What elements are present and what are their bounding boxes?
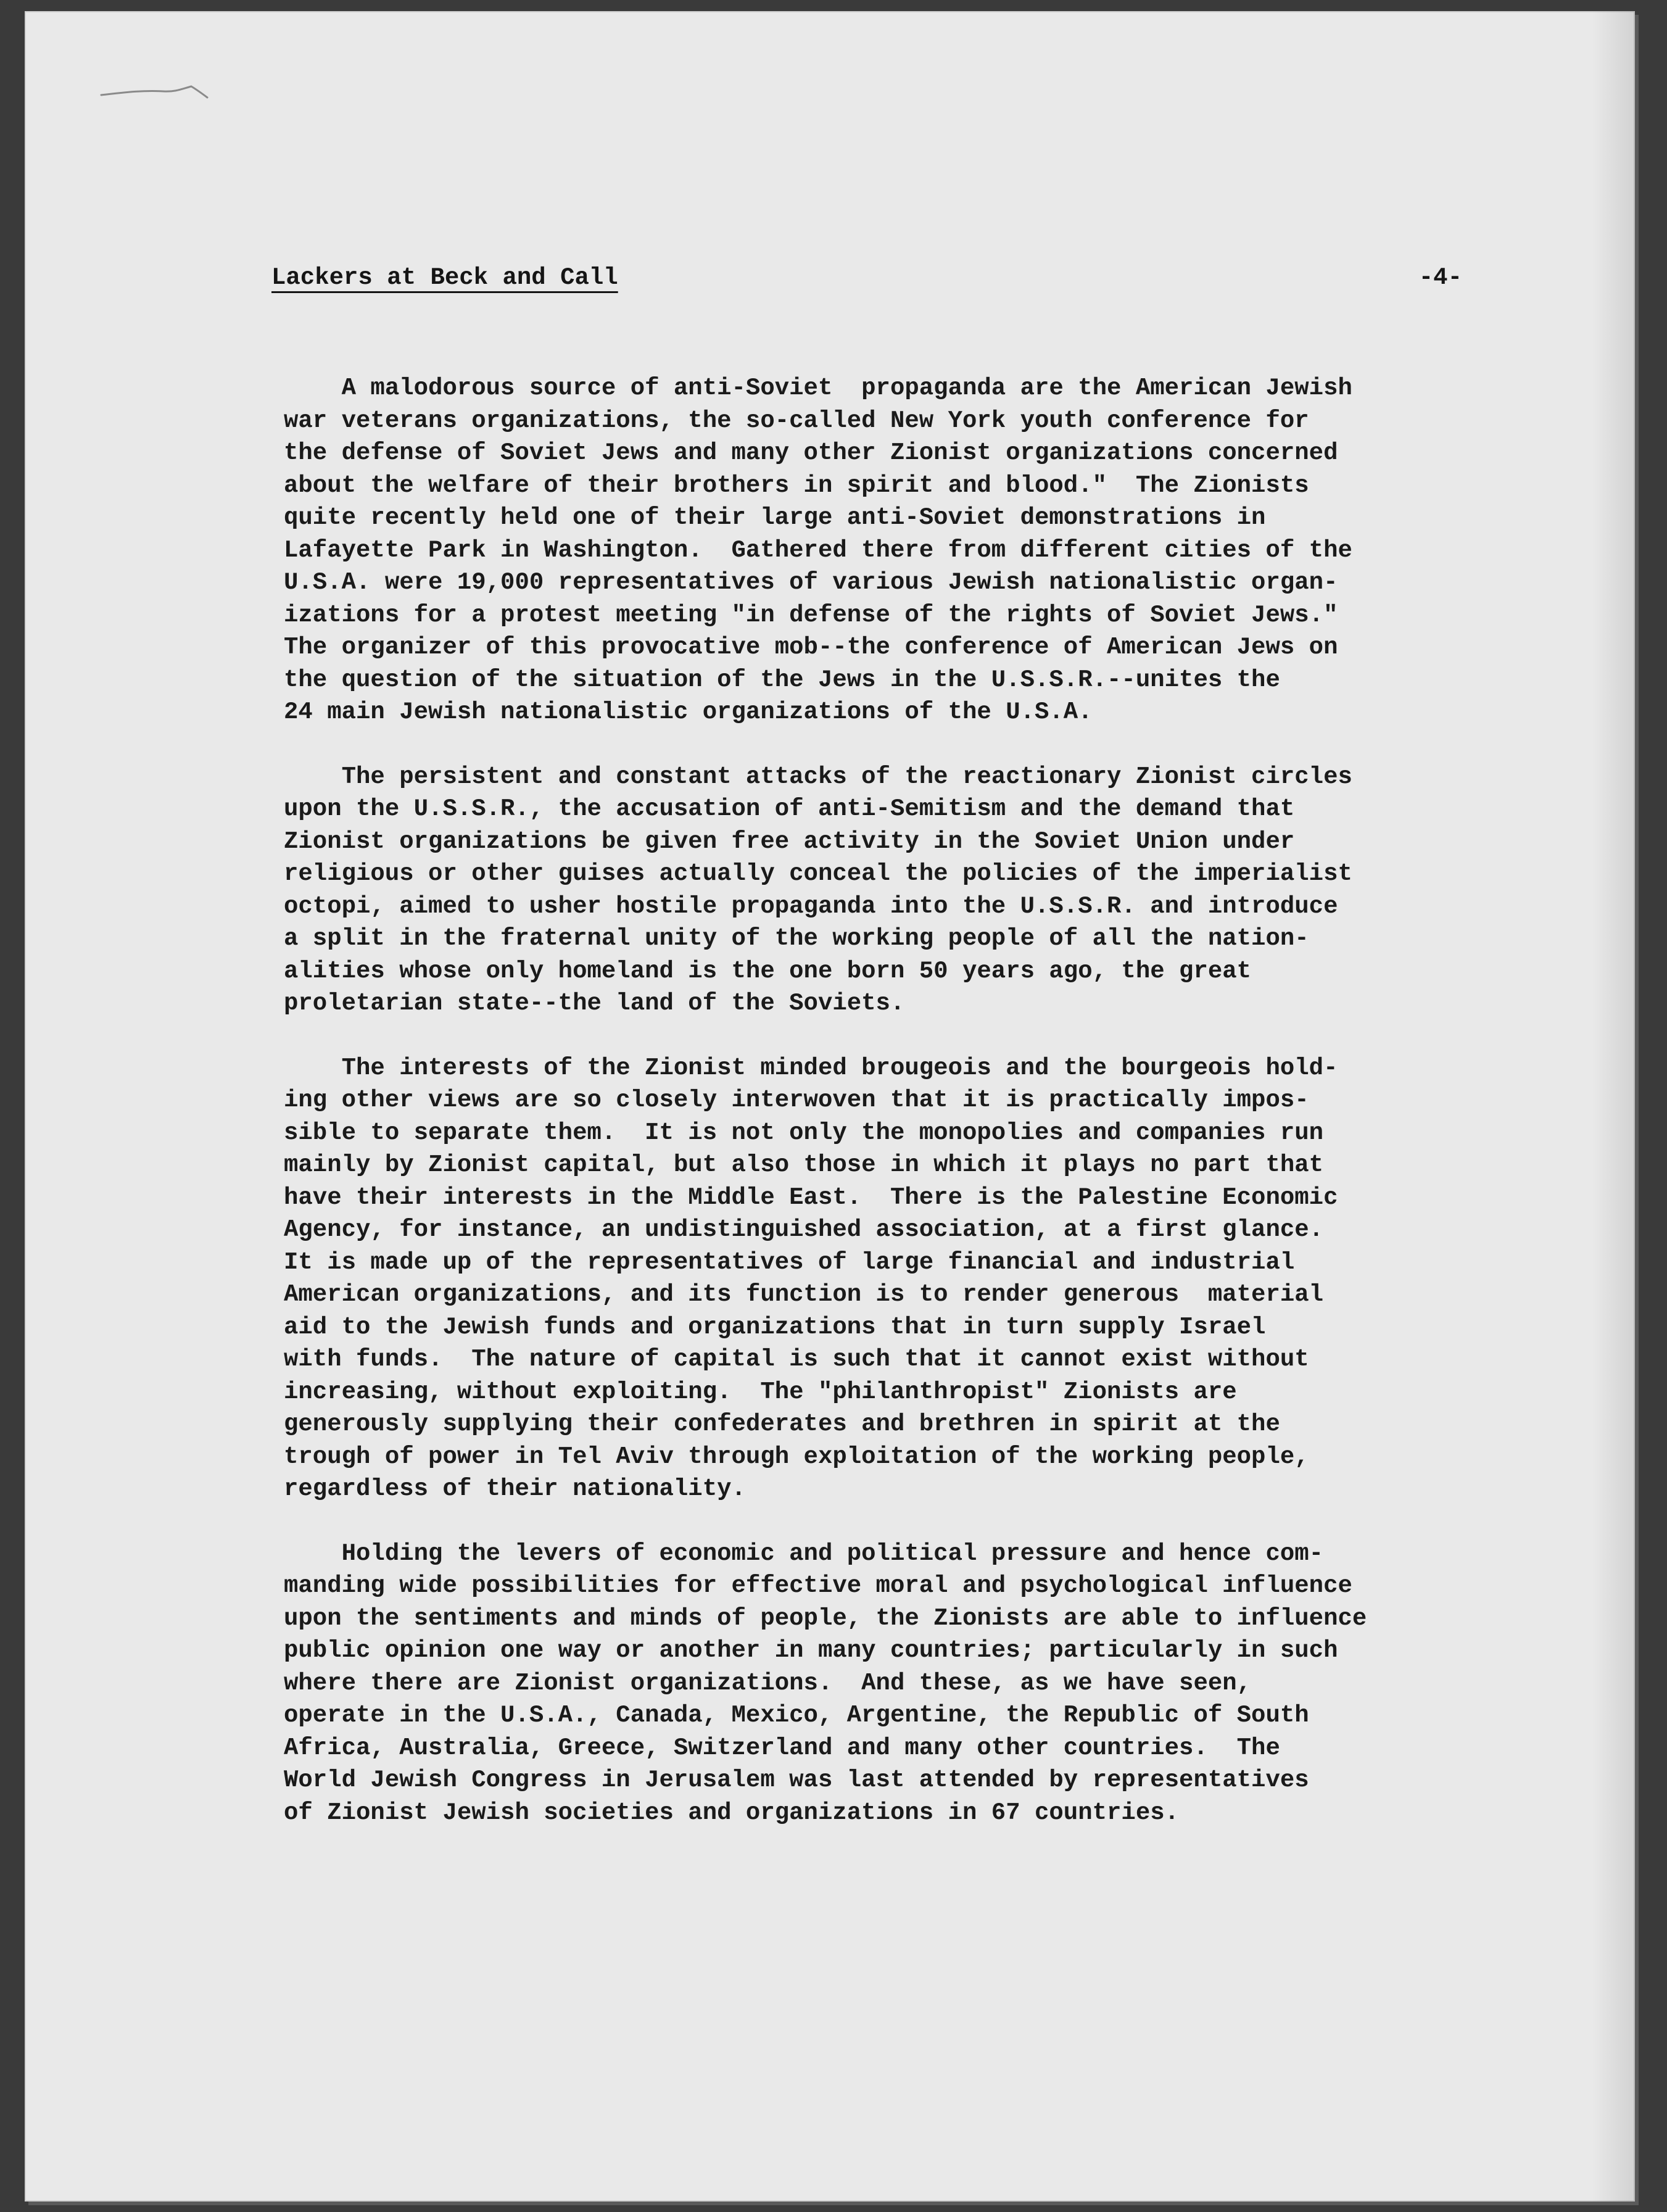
- text-line: have their interests in the Middle East. There is the Palestine Economic: [284, 1183, 1338, 1211]
- text-line: izations for a protest meeting "in defense of the rights of Soviet Jews.": [284, 601, 1338, 629]
- text-line: The persistent and constant attacks of the reactionary Zionist circles: [284, 763, 1352, 790]
- text-line: Holding the levers of economic and political pressure and hence com-: [284, 1539, 1324, 1567]
- paragraph: [284, 761, 1493, 1020]
- text-line: public opinion one way or another in many countries; particularly in such: [284, 1637, 1338, 1664]
- text-line: generously supplying their confederates and brethren in spirit at the: [284, 1410, 1280, 1438]
- page-header: [271, 264, 1462, 313]
- text-line: trough of power in Tel Aviv through exploitation of the working people,: [284, 1443, 1309, 1470]
- text-line: sible to separate them. It is not only the monopolies and companies run: [284, 1119, 1324, 1146]
- paragraph: [284, 372, 1493, 729]
- text-line: U.S.A. were 19,000 representatives of various Jewish nationalistic organ-: [284, 569, 1338, 596]
- text-line: ing other views are so closely interwoven that it is practically impos-: [284, 1087, 1309, 1114]
- text-line: American organizations, and its function is to render generous material: [284, 1281, 1324, 1308]
- page-edge-shadow: [1592, 11, 1635, 2202]
- text-line: war veterans organizations, the so-called New York youth conference for: [284, 407, 1309, 434]
- text-line: religious or other guises actually conceal the policies of the imperialist: [284, 860, 1352, 887]
- text-line: 24 main Jewish nationalistic organizations of the U.S.A.: [284, 698, 1093, 726]
- text-line: aid to the Jewish funds and organizations that in turn supply Israel: [284, 1313, 1266, 1341]
- text-line: Agency, for instance, an undistinguished association, at a first glance.: [284, 1216, 1324, 1243]
- text-line: upon the U.S.S.R., the accusation of anti-Semitism and the demand that: [284, 795, 1295, 822]
- text-line: A malodorous source of anti-Soviet propaganda are the American Jewish: [284, 375, 1352, 402]
- text-line: the defense of Soviet Jews and many other Zionist organizations concerned: [284, 439, 1338, 466]
- text-line: octopi, aimed to usher hostile propaganda into the U.S.S.R. and introduce: [284, 892, 1338, 920]
- text-line: Lafayette Park in Washington. Gathered there from different cities of the: [284, 536, 1352, 564]
- text-line: Zionist organizations be given free activity in the Soviet Union under: [284, 827, 1295, 855]
- page-number: -4-: [1418, 264, 1462, 291]
- text-line: a split in the fraternal unity of the working people of all the nation-: [284, 925, 1309, 952]
- text-line: Africa, Australia, Greece, Switzerland and many other countries. The: [284, 1734, 1280, 1762]
- text-line: upon the sentiments and minds of people, the Zionists are able to influence: [284, 1604, 1367, 1632]
- text-line: alities whose only homeland is the one born 50 years ago, the great: [284, 957, 1252, 985]
- text-line: about the welfare of their brothers in spirit and blood." The Zionists: [284, 471, 1309, 499]
- paragraph: [284, 1538, 1493, 1829]
- paragraph: [284, 1052, 1493, 1506]
- text-line: where there are Zionist organizations. And these, as we have seen,: [284, 1669, 1252, 1697]
- document-body: [284, 372, 1493, 1861]
- text-line: increasing, without exploiting. The "philanthropist" Zionists are: [284, 1378, 1237, 1406]
- text-line: mainly by Zionist capital, but also those in which it plays no part that: [284, 1151, 1324, 1178]
- text-line: quite recently held one of their large anti-Soviet demonstrations in: [284, 504, 1266, 531]
- text-line: with funds. The nature of capital is such that it cannot exist without: [284, 1346, 1309, 1373]
- document-page: [25, 11, 1635, 2202]
- text-line: proletarian state--the land of the Soviets.: [284, 990, 905, 1017]
- text-line: the question of the situation of the Jews in the U.S.S.R.--unites the: [284, 666, 1280, 694]
- text-line: World Jewish Congress in Jerusalem was last attended by representatives: [284, 1767, 1309, 1794]
- page-title: Lackers at Beck and Call: [271, 264, 618, 291]
- text-line: operate in the U.S.A., Canada, Mexico, Argentine, the Republic of South: [284, 1702, 1309, 1729]
- pencil-mark: [99, 79, 216, 104]
- text-line: manding wide possibilities for effective moral and psychological influence: [284, 1572, 1352, 1599]
- text-line: The interests of the Zionist minded brougeois and the bourgeois hold-: [284, 1054, 1338, 1082]
- text-line: The organizer of this provocative mob--the conference of American Jews on: [284, 634, 1338, 661]
- text-line: of Zionist Jewish societies and organizations in 67 countries.: [284, 1799, 1180, 1826]
- text-line: It is made up of the representatives of large financial and industrial: [284, 1248, 1295, 1276]
- text-line: regardless of their nationality.: [284, 1475, 746, 1502]
